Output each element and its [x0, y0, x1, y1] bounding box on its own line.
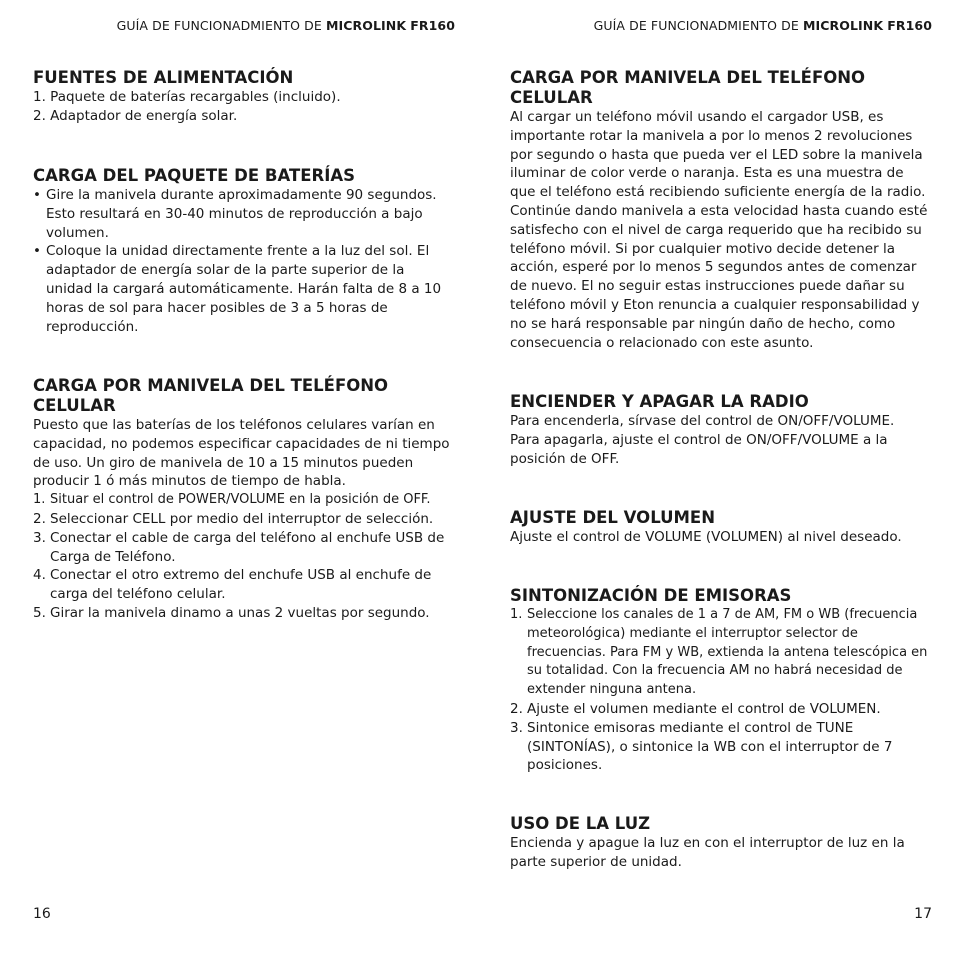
page-number: 16 — [33, 906, 51, 922]
header-model: FR160 — [887, 18, 932, 33]
list-item: • Gire la manivela durante aproximadamente 90 segundos. Esto resultará en 30-40 minutos de reproducción a bajo volumen. — [33, 187, 437, 241]
bullet-icon: • — [33, 187, 41, 203]
list-item: 1. Situar el control de POWER/VOLUME en la posición de OFF. — [33, 492, 431, 508]
section-body: Al cargar un teléfono móvil usando el cargador USB, es importante rotar la manivela a por lo menos 2 revoluciones por segundo o hasta que pueda ver el LED sobre la manivela iluminar de color verde o naranja. Esta es una muestra de que el teléfono está recibiendo suficiente energía de la radio. Continúe dando manivela a esta velocidad hasta cuando esté satisfecho con el nivel de carga requerido que ha recibido su teléfono móvil. Si por cualquier motivo decide detener la acción, esperé por lo menos 5 segundos antes de comenzar de nuevo. El no seguir estas instrucciones puede dañar su teléfono móvil y Eton renuncia a cualquier responsabilidad y no se hará responsable par ningún daño de hecho, como consecuencia o relacionado con este asunto. — [510, 109, 928, 351]
section-title: FUENTES DE ALIMENTACIÓN — [33, 68, 294, 87]
list-item: 1. Paquete de baterías recargables (incluido). — [33, 89, 341, 105]
section-sintonizacion — [510, 586, 930, 775]
section-title: USO DE LA LUZ — [510, 814, 651, 833]
section-carga-paquete — [33, 166, 453, 336]
list-item: 2. Seleccionar CELL por medio del interruptor de selección. — [33, 510, 434, 527]
running-header — [594, 18, 932, 33]
section-volumen — [510, 508, 930, 547]
numbered-list — [510, 606, 930, 775]
list-item: 5. Girar la manivela dinamo a unas 2 vueltas por segundo. — [33, 604, 430, 621]
section-body: Encienda y apague la luz en con el interruptor de luz en la parte superior de unidad. — [510, 835, 905, 870]
section-body: Para encenderla, sírvase del control de ON/OFF/VOLUME. Para apagarla, ajuste el control de ON/OFF/VOLUME a la posición de OFF. — [510, 413, 895, 467]
section-encender — [510, 392, 930, 468]
header-prefix: GUÍA DE FUNCIONADMIENTO DE — [593, 18, 803, 33]
list-item: 4. Conectar el otro extremo del enchufe USB al enchufe de carga del teléfono celular. — [33, 567, 432, 603]
list-item: 2. Ajuste el volumen mediante el control de VOLUMEN. — [510, 700, 881, 717]
header-brand: MICROLINK — [802, 18, 884, 33]
list-item: 2. Adaptador de energía solar. — [33, 107, 238, 124]
right-page — [477, 0, 954, 954]
list-item: 3. Conectar el cable de carga del teléfono al enchufe USB de Carga de Teléfono. — [33, 529, 445, 565]
list-item: 1. Seleccione los canales de 1 a 7 de AM, FM o WB (frecuencia meteorológica) mediante el interruptor selector de frecuencias. Para FM y WB, extienda la antena telescópica en su totalidad. Con la frecuencia AM no habrá necesidad de extender ninguna antena. — [510, 607, 928, 698]
page-number: 17 — [914, 906, 932, 922]
bullet-list — [33, 186, 453, 336]
section-carga-manivela — [33, 376, 453, 623]
header-model: FR160 — [410, 18, 455, 33]
section-title: AJUSTE DEL VOLUMEN — [510, 508, 716, 527]
section-title: ENCIENDER Y APAGAR LA RADIO — [510, 392, 809, 411]
running-header — [117, 18, 455, 33]
section-body: Ajuste el control de VOLUME (VOLUMEN) al nivel deseado. — [510, 529, 902, 545]
section-luz — [510, 814, 930, 872]
header-brand: MICROLINK — [325, 18, 407, 33]
bullet-icon: • — [33, 243, 41, 260]
section-title: CARGA DEL PAQUETE DE BATERÍAS — [33, 166, 355, 185]
numbered-list — [33, 491, 453, 623]
section-title: SINTONIZACIÓN DE EMISORAS — [510, 586, 792, 605]
section-fuentes — [33, 68, 453, 126]
list-item: • Coloque la unidad directamente frente a la luz del sol. El adaptador de energía solar de la parte superior de la unidad la cargará automáticamente. Harán falta de 8 a 10 horas de sol para hacer posibles de 3 a 5 horas de reproducción. — [33, 243, 442, 335]
header-prefix: GUÍA DE FUNCIONADMIENTO DE — [116, 18, 326, 33]
section-title: CARGA POR MANIVELA DEL TELÉFONO CELULAR — [510, 68, 866, 107]
section-intro: Puesto que las baterías de los teléfonos celulares varían en capacidad, no podemos especificar capacidades de ni tiempo de uso. Un giro de manivela de 10 a 15 minutos pueden producir 1 ó más minutos de tiempo de habla. — [33, 417, 450, 490]
section-title: CARGA POR MANIVELA DEL TELÉFONO CELULAR — [33, 376, 389, 415]
list-item: 3. Sintonice emisoras mediante el control de TUNE (SINTONÍAS), o sintonice la WB con el interruptor de 7 posiciones. — [510, 719, 893, 774]
section-carga-manivela — [510, 68, 930, 352]
